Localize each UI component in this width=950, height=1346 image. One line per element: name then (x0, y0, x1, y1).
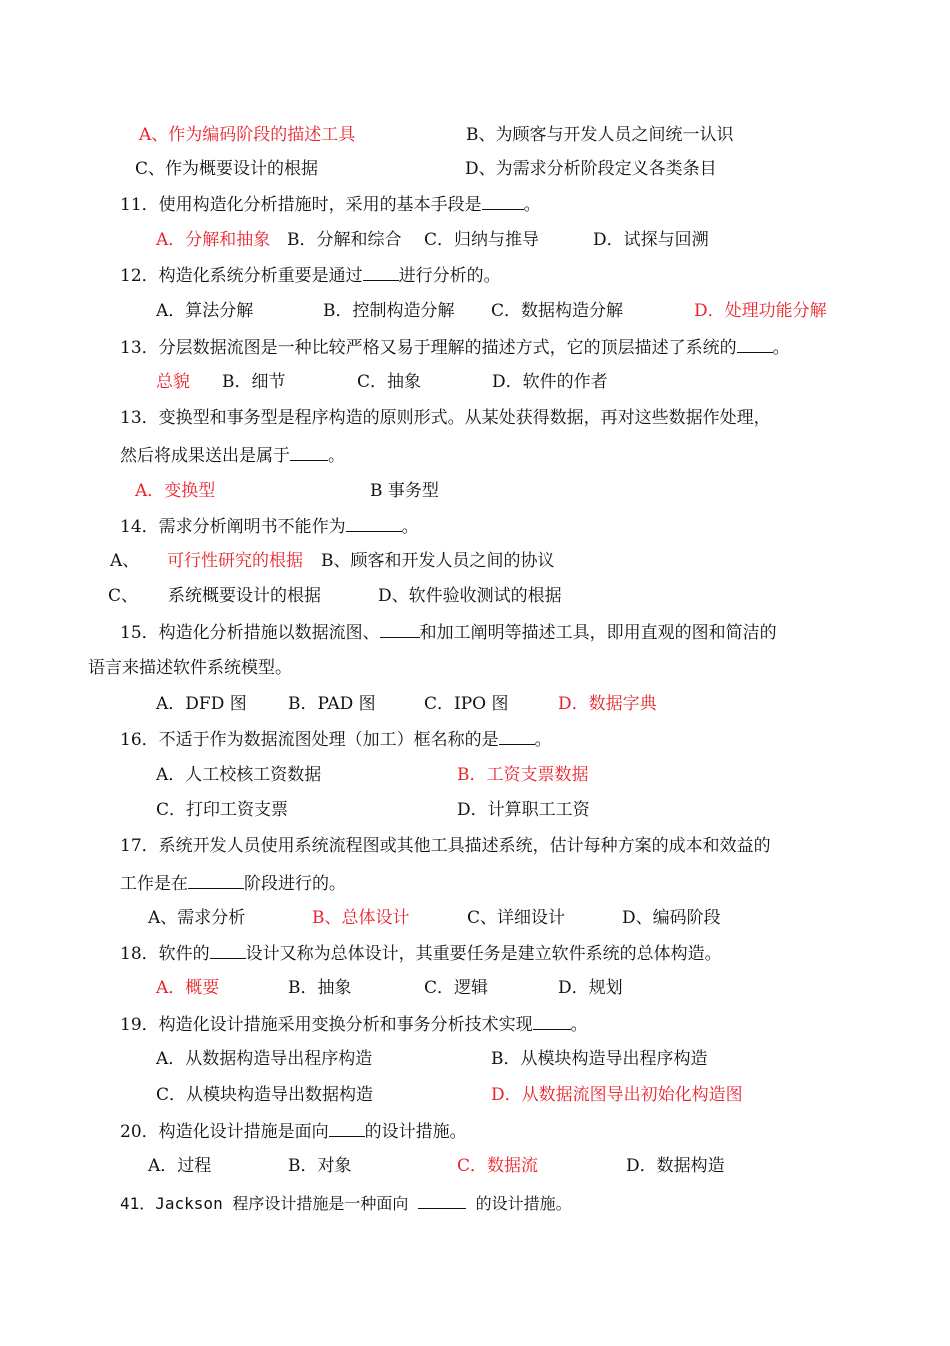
q10-option-d: D、为需求分析阶段定义各类条目 (465, 159, 717, 179)
q16-stem: 16．不适于作为数据流图处理（加工）框名称的是 。 (120, 730, 552, 750)
q18-stem: 18．软件的 设计又称为总体设计，其重要任务是建立软件系统的总体构造。 (120, 944, 722, 964)
q14-option-c-text: 系统概要设计的根据 (168, 586, 321, 606)
q10-option-a: A、作为编码阶段的描述工具 (139, 125, 356, 145)
q10-option-b: B、为顾客与开发人员之间统一认识 (466, 125, 734, 145)
q13b-stem-line2: 然后将成果送出是属于 。 (120, 446, 345, 466)
q17-stem-line2: 工作是在 阶段进行的。 (120, 874, 346, 894)
q18-option-c: C．逻辑 (424, 978, 489, 998)
q13b-option-a: A．变换型 (135, 481, 216, 501)
answer-blank (210, 942, 246, 959)
q20-option-d: D．数据构造 (626, 1156, 725, 1176)
q12-stem: 12．构造化系统分析重要是通过 进行分析的。 (120, 266, 501, 286)
q13a-option-d: D．软件的作者 (492, 372, 608, 392)
q15-option-c: C．IPO 图 (424, 694, 509, 714)
q12-option-d: D．处理功能分解 (694, 301, 827, 321)
q17-option-c: C、详细设计 (467, 908, 566, 928)
q13b-option-b: B 事务型 (370, 481, 439, 501)
answer-blank (499, 728, 535, 745)
q14-option-a-text: 可行性研究的根据 (167, 551, 303, 571)
q19-option-c: C．从模块构造导出数据构造 (156, 1085, 374, 1105)
q15-stem-line1: 15．构造化分析措施以数据流图、 和加工阐明等描述工具，即用直观的图和简洁的 (120, 623, 777, 643)
q19-option-b: B．从模块构造导出程序构造 (491, 1049, 708, 1069)
q14-option-b: B、顾客和开发人员之间的协议 (321, 551, 555, 571)
q11-stem: 11．使用构造化分析措施时，采用的基本手段是 。 (120, 195, 541, 215)
q11-option-d: D．试探与回溯 (593, 230, 709, 250)
q11-option-b: B．分解和综合 (287, 230, 402, 250)
q15-stem-line2: 语言来描述软件系统模型。 (88, 658, 292, 678)
q15-option-d: D．数据字典 (558, 694, 657, 714)
q13a-option-a: 总貌 (156, 372, 190, 392)
q17-stem-line1: 17．系统开发人员使用系统流程图或其他工具描述系统，估计每种方案的成本和效益的 (120, 836, 771, 856)
q16-option-c: C．打印工资支票 (156, 800, 289, 820)
answer-blank (363, 264, 399, 281)
q14-option-c-letter: C、 (108, 586, 139, 606)
q18-option-d: D．规划 (558, 978, 623, 998)
q12-option-b: B．控制构造分解 (323, 301, 455, 321)
answer-blank (188, 872, 244, 889)
q19-option-a: A．从数据构造导出程序构造 (156, 1049, 373, 1069)
q16-option-b: B．工资支票数据 (457, 765, 589, 785)
q10-option-c: C、作为概要设计的根据 (135, 159, 319, 179)
q17-option-b: B、总体设计 (312, 908, 410, 928)
answer-blank (329, 1120, 365, 1137)
answer-blank (380, 621, 420, 638)
q14-option-d: D、软件验收测试的根据 (378, 586, 562, 606)
answer-blank (346, 515, 402, 532)
q12-option-a: A．算法分解 (156, 301, 254, 321)
answer-blank (290, 444, 328, 461)
q18-option-b: B．抽象 (288, 978, 352, 998)
q18-option-a: A．概要 (156, 978, 220, 998)
q17-option-a: A、需求分析 (148, 908, 246, 928)
q20-option-b: B．对象 (288, 1156, 352, 1176)
q16-option-d: D．计算职工工资 (457, 800, 590, 820)
q20-option-a: A．过程 (148, 1156, 212, 1176)
answer-blank (737, 336, 773, 353)
q17-option-d: D、编码阶段 (622, 908, 721, 928)
q11-option-c: C．归纳与推导 (424, 230, 540, 250)
q16-option-a: A．人工校核工资数据 (156, 765, 322, 785)
q12-option-c: C．数据构造分解 (491, 301, 624, 321)
answer-blank (482, 193, 524, 210)
q19-option-d: D．从数据流图导出初始化构造图 (491, 1085, 743, 1105)
q15-option-b: B．PAD 图 (288, 694, 376, 714)
answer-blank (418, 1192, 466, 1209)
q41-stem: 41．Jackson 程序设计措施是一种面向 的设计措施。 (120, 1194, 572, 1213)
q20-option-c: C．数据流 (457, 1156, 539, 1176)
q19-stem: 19．构造化设计措施采用变换分析和事务分析技术实现 。 (120, 1015, 588, 1035)
q13b-stem-line1: 13．变换型和事务型是程序构造的原则形式。从某处获得数据，再对这些数据作处理， (120, 408, 771, 428)
answer-blank (533, 1013, 571, 1030)
q13a-stem: 13．分层数据流图是一种比较严格又易于理解的描述方式，它的顶层描述了系统的 。 (120, 338, 790, 358)
q20-stem: 20．构造化设计措施是面向 的设计措施。 (120, 1122, 467, 1142)
q13a-option-c: C．抽象 (357, 372, 422, 392)
q14-option-a-letter: A、 (110, 551, 140, 571)
q15-option-a: A．DFD 图 (156, 694, 247, 714)
q11-option-a: A．分解和抽象 (156, 230, 271, 250)
q14-stem: 14．需求分析阐明书不能作为 。 (120, 517, 419, 537)
q13a-option-b: B．细节 (222, 372, 286, 392)
